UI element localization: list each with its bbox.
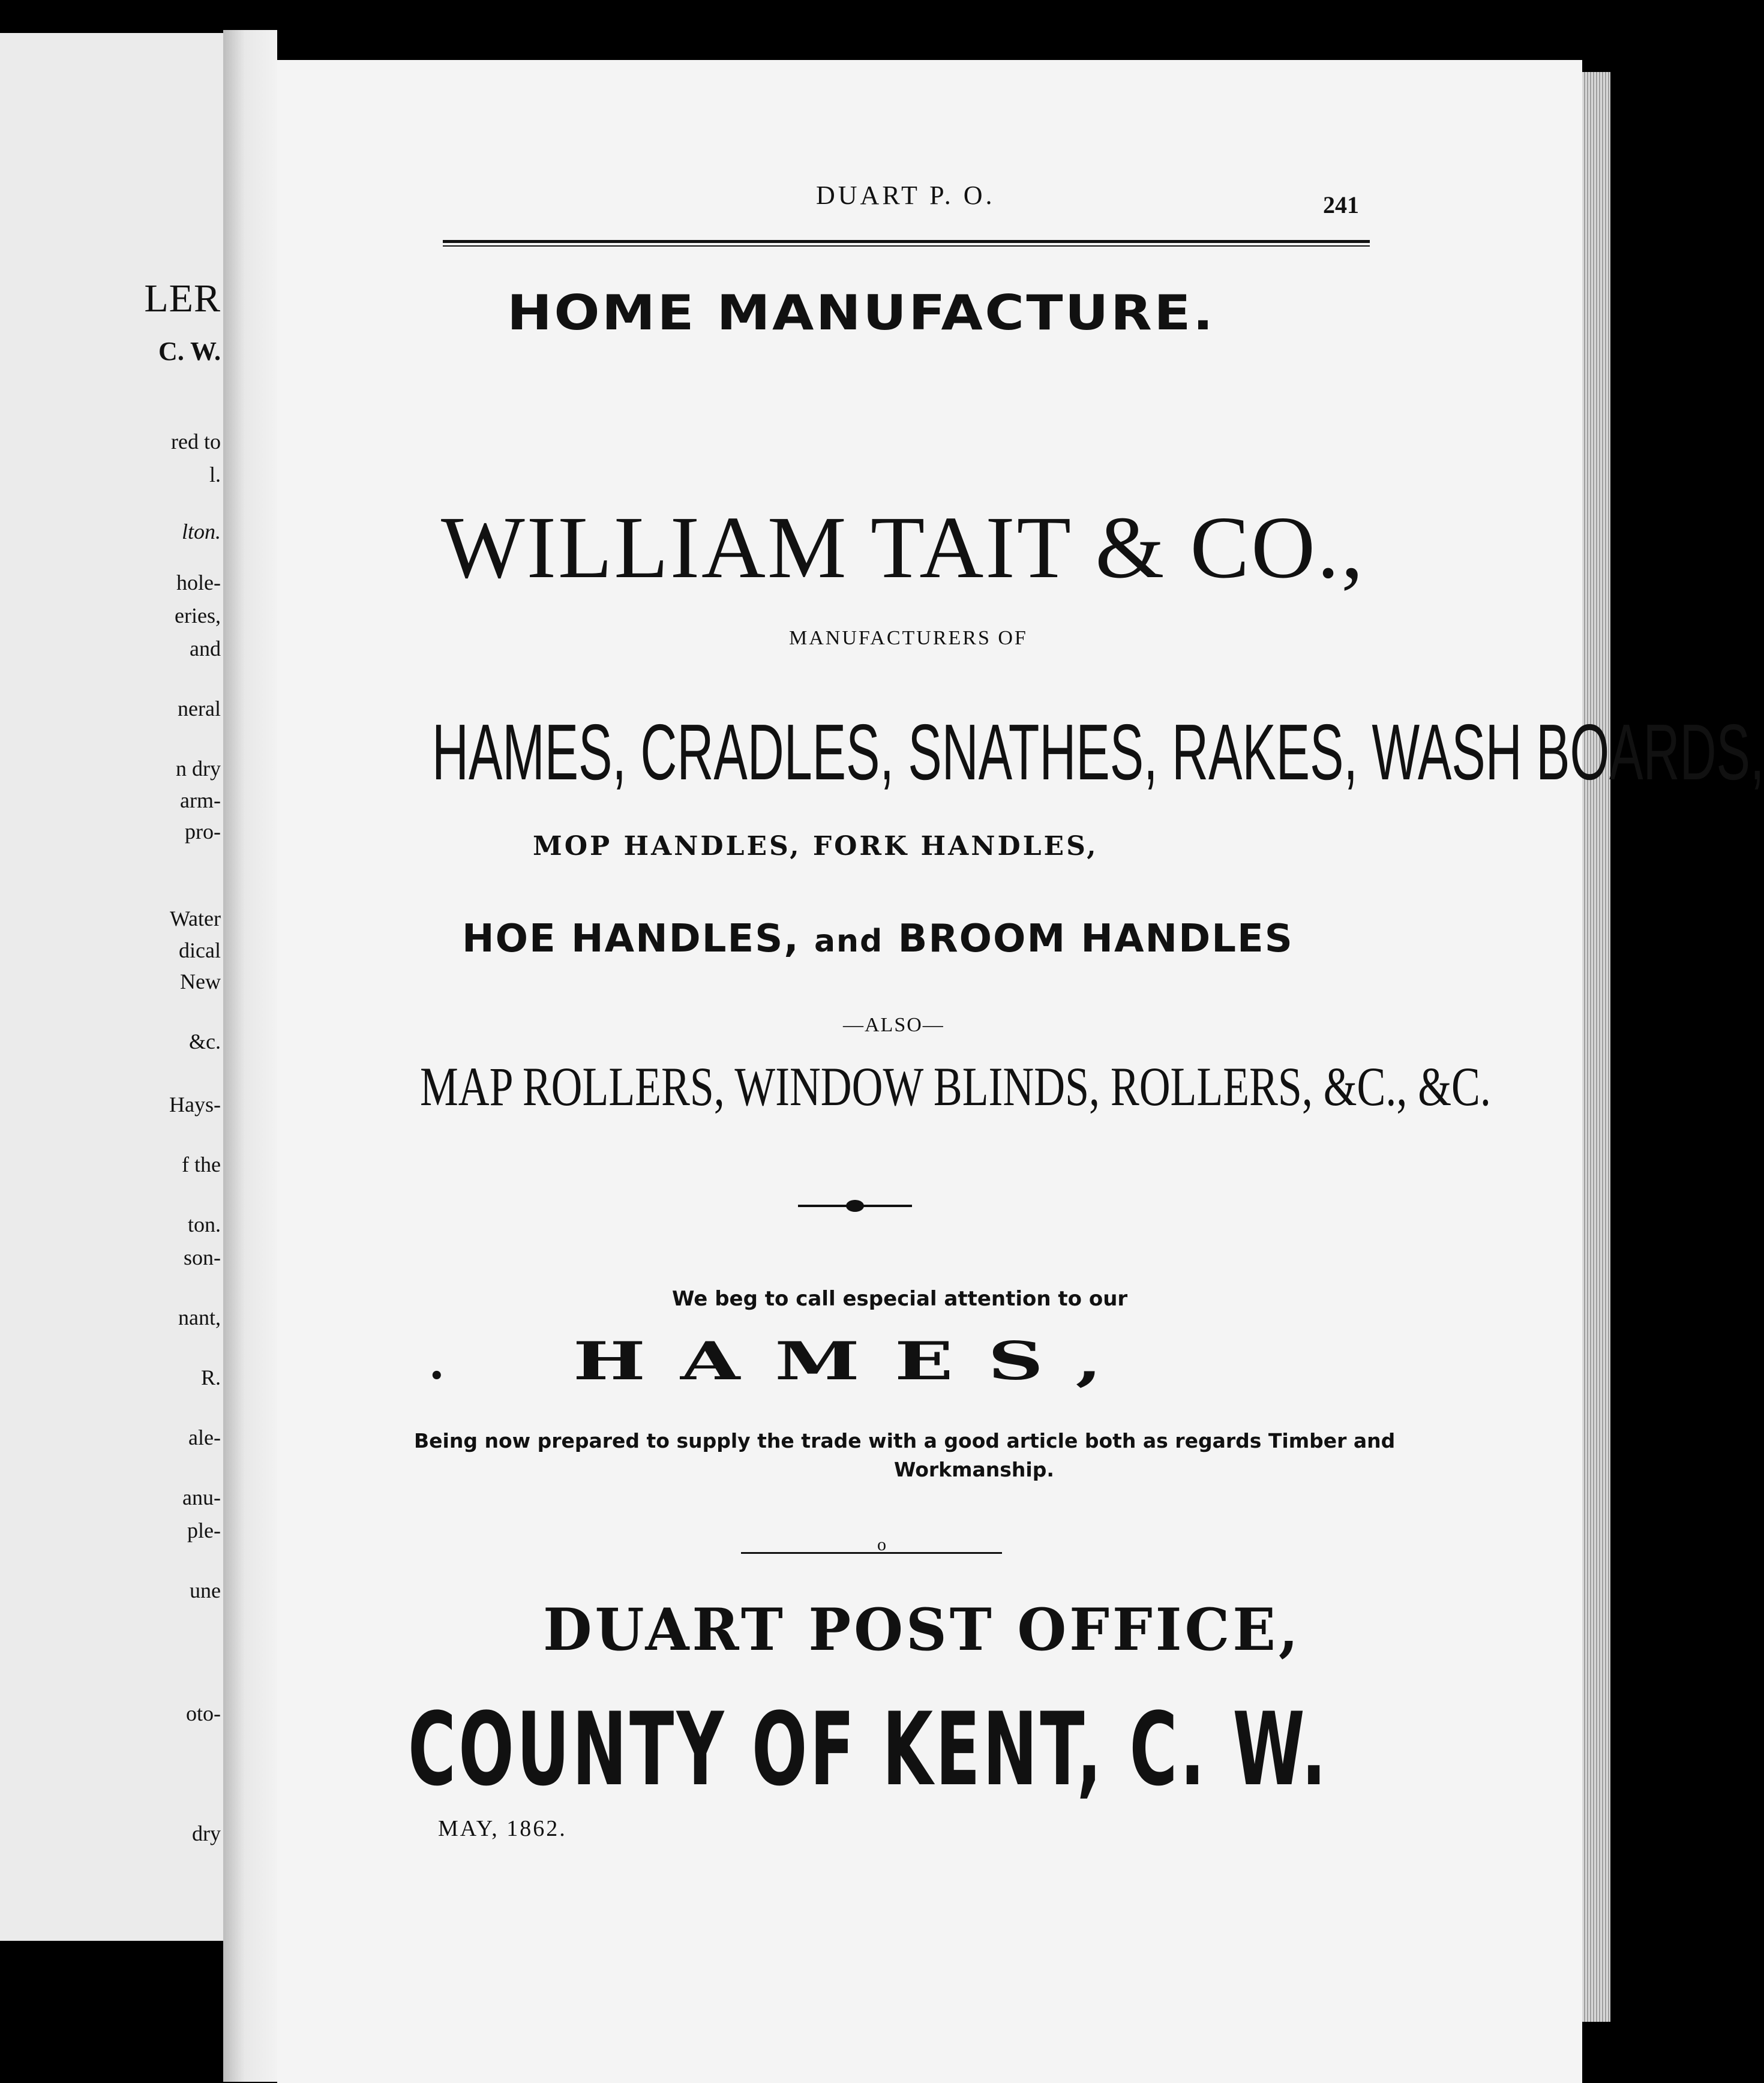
previous-page-fragment [0,33,224,1941]
left-page-line: R. [200,1365,221,1389]
product-list-rollers: MAP ROLLERS, WINDOW BLINDS, ROLLERS, &C., &C. [420,1056,1491,1117]
attention-line: We beg to call especial attention to our [672,1287,1128,1311]
left-page-line: hole- [176,571,221,595]
left-page-line: n dry [176,757,221,781]
also-label: —ALSO— [843,1014,944,1036]
header-rule [443,240,1370,247]
left-page-line: dical [179,938,221,962]
left-page-line: lton. [181,520,221,544]
left-page-line: ton. [187,1212,221,1236]
county-heading: COUNTY OF KENT, C. W. [408,1691,1329,1808]
post-office-heading: DUART POST OFFICE, [543,1596,1301,1664]
date-line: MAY, 1862. [438,1816,567,1841]
hames-heading: HAMES, [573,1331,1137,1392]
left-page-line: New [180,970,221,994]
section-rule-mark: o [877,1535,886,1554]
broom-handles-text: BROOM HANDLES [898,917,1294,961]
left-page-line: and [190,637,221,661]
firm-name: WILLIAM TAIT & CO., [441,499,1366,597]
left-page-line: neral [178,697,221,721]
left-page-line: dry [192,1821,221,1845]
headline-home-manufacture: HOME MANUFACTURE. [507,285,1216,341]
left-page-line: son- [184,1245,221,1269]
product-list-main: HAMES, CRADLES, SNATHES, RAKES, WASH BOARDS, [432,708,1764,796]
left-page-line: pro- [185,820,221,844]
book-gutter [223,30,277,2082]
left-page-line: red to [171,430,221,454]
hoe-handles-text: HOE HANDLES, [462,917,800,961]
left-page-line: ale- [188,1425,221,1449]
left-page-line: ple- [187,1518,221,1542]
left-page-line: Hays- [169,1092,221,1116]
left-page-line: arm- [180,788,221,812]
page-number: 241 [1323,191,1359,218]
bullet-mark: • [429,1362,445,1390]
left-page-line: une [190,1578,221,1602]
left-page-line: anu- [182,1485,221,1509]
page-edge-stack [1582,72,1610,2022]
running-head: DUART P. O. [816,181,995,210]
product-list-hoe-broom [462,917,1294,961]
left-page-line: nant, [178,1305,221,1329]
left-page-line: &c. [189,1030,221,1053]
left-page-line: Water [169,907,221,931]
supply-text-line-1: Being now prepared to supply the trade with a good article both as regards Timber and [414,1429,1396,1452]
left-page-line: l. [209,463,221,487]
supply-text-line-2: Workmanship. [894,1458,1054,1481]
section-rule [741,1552,1002,1554]
manufacturers-of-label: MANUFACTURERS OF [789,627,1028,649]
left-page-line: f the [182,1152,221,1176]
ornament-divider [798,1200,912,1212]
left-page-line: oto- [186,1701,221,1725]
and-word: and [814,923,884,959]
left-page-line: C. W. [158,337,221,366]
left-page-line: eries, [175,604,221,628]
left-page-line: LER [144,277,221,320]
product-list-handles: MOP HANDLES, FORK HANDLES, [533,831,1099,862]
